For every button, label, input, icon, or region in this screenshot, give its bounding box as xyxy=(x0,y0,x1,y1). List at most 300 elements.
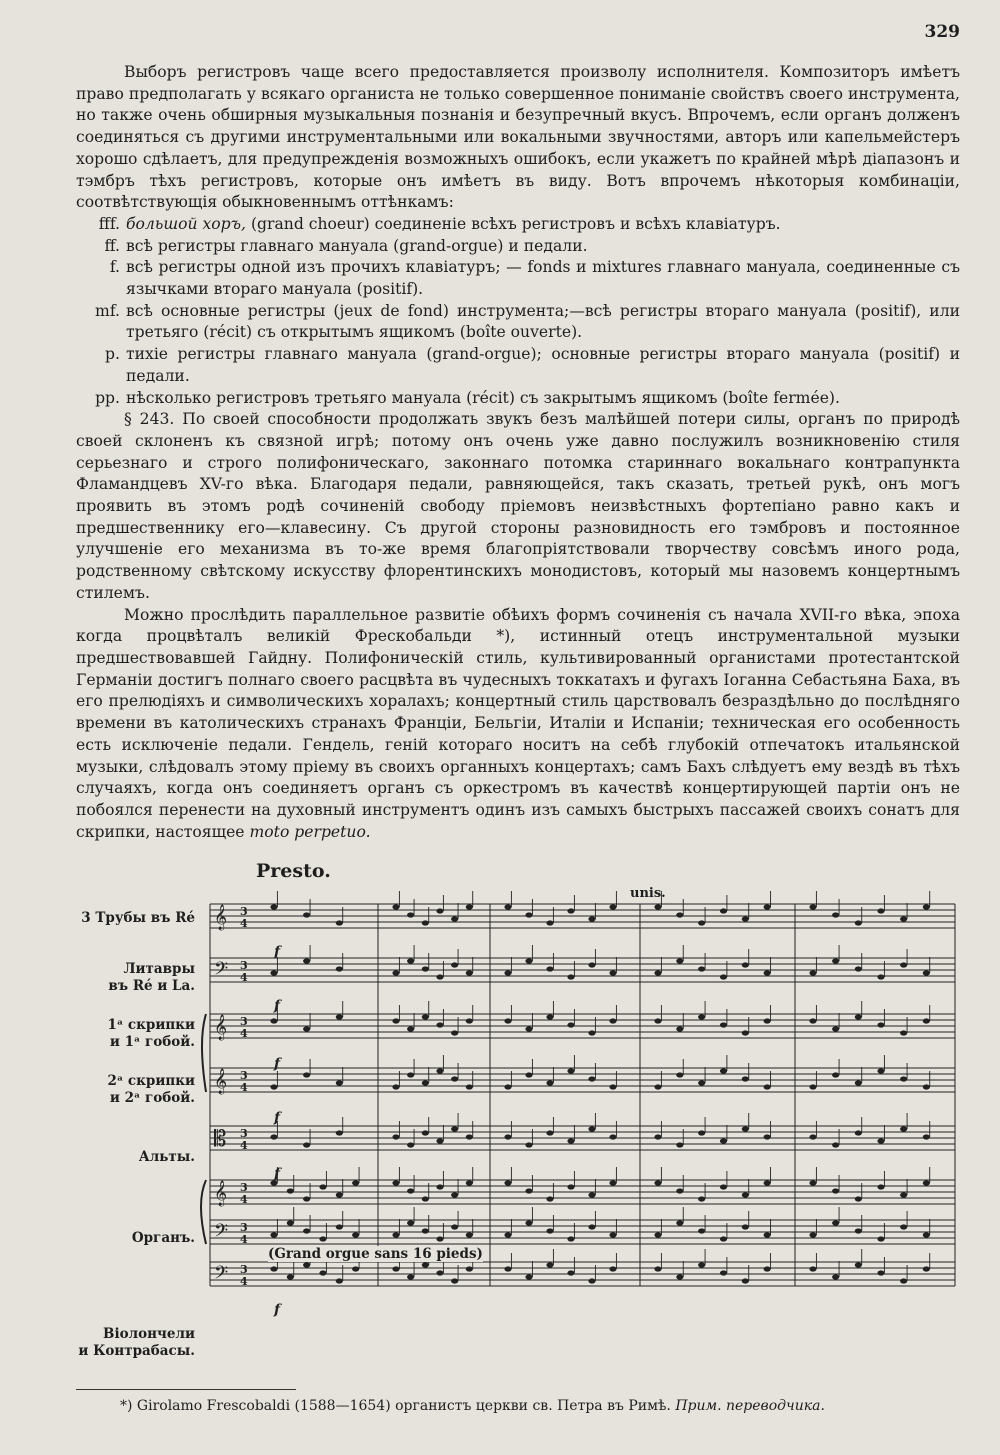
instrument-label-line: въ Ré и La. xyxy=(108,978,195,994)
note-head xyxy=(742,1030,749,1035)
time-signature: 4 xyxy=(240,1027,248,1040)
note-head xyxy=(392,1084,399,1089)
note-head xyxy=(336,1278,343,1283)
note-head xyxy=(451,1278,458,1283)
note-head xyxy=(855,1196,862,1201)
note-head xyxy=(698,1080,705,1085)
clef-symbol: 𝄞 xyxy=(214,905,228,930)
time-signature: 3 xyxy=(240,1015,248,1028)
note-head xyxy=(832,1220,839,1225)
note-head xyxy=(352,1232,359,1237)
footnote xyxy=(120,1398,825,1414)
note-head xyxy=(698,1130,705,1135)
note-head xyxy=(436,908,443,913)
note-head xyxy=(567,1138,574,1143)
note-head xyxy=(336,966,343,971)
note-head xyxy=(832,1142,839,1147)
paragraph-frescobaldi xyxy=(76,605,960,844)
note-head xyxy=(654,1018,661,1023)
note-head xyxy=(588,1076,595,1081)
note-head xyxy=(567,1184,574,1189)
time-signature: 4 xyxy=(240,1275,248,1288)
note-head xyxy=(720,1184,727,1189)
registration-italic: большой хоръ, xyxy=(126,214,246,233)
note-head xyxy=(609,904,616,909)
note-head xyxy=(588,962,595,967)
note-head xyxy=(764,1084,771,1089)
dynamic-forte: f xyxy=(274,1302,281,1318)
note-head xyxy=(504,970,511,975)
note-head xyxy=(466,1018,473,1023)
note-head xyxy=(546,1196,553,1201)
dynamic-mark: p. xyxy=(105,345,120,364)
note-head xyxy=(720,974,727,979)
note-head xyxy=(588,1030,595,1035)
note-head xyxy=(742,1076,749,1081)
time-signature: 3 xyxy=(240,1263,248,1276)
note-head xyxy=(319,1184,326,1189)
time-signature: 3 xyxy=(240,1069,248,1082)
note-head xyxy=(287,1188,294,1193)
time-signature: 3 xyxy=(240,959,248,972)
note-head xyxy=(336,1080,343,1085)
registration-text: нѣсколько регистровъ третьяго мануала (récit) съ закрытымъ ящикомъ (boîte fermée). xyxy=(126,388,840,407)
note-head xyxy=(809,970,816,975)
time-signature: 3 xyxy=(240,905,248,918)
note-head xyxy=(720,1236,727,1241)
dynamic-forte: f xyxy=(274,1166,281,1182)
note-head xyxy=(504,1084,511,1089)
time-signature: 4 xyxy=(240,1139,248,1152)
note-head xyxy=(609,1134,616,1139)
dynamic-mark: ff. xyxy=(104,236,120,255)
note-head xyxy=(609,1266,616,1271)
note-head xyxy=(742,1126,749,1131)
note-head xyxy=(900,1278,907,1283)
note-head xyxy=(270,970,277,975)
note-head xyxy=(676,1142,683,1147)
note-head xyxy=(407,912,414,917)
registration-item xyxy=(76,214,960,236)
note-head xyxy=(466,970,473,975)
note-head xyxy=(764,1266,771,1271)
note-head xyxy=(832,1072,839,1077)
time-signature: 4 xyxy=(240,971,248,984)
note-head xyxy=(809,1084,816,1089)
note-head xyxy=(720,1138,727,1143)
registration-desc xyxy=(126,214,960,236)
instrument-label-line: и 2ᵃ гобой. xyxy=(109,1090,195,1106)
time-signature: 4 xyxy=(240,1233,248,1246)
note-head xyxy=(676,1026,683,1031)
note-head xyxy=(352,1180,359,1185)
note-head xyxy=(303,1026,310,1031)
note-head xyxy=(436,1068,443,1073)
note-head xyxy=(654,1084,661,1089)
note-head xyxy=(877,1236,884,1241)
clef-symbol: 𝄢 xyxy=(214,959,229,984)
note-head xyxy=(567,974,574,979)
registration-item xyxy=(76,301,960,344)
note-head xyxy=(303,958,310,963)
note-head xyxy=(855,920,862,925)
note-head xyxy=(654,1266,661,1271)
registration-item xyxy=(76,236,960,258)
note-head xyxy=(422,1196,429,1201)
note-head xyxy=(654,1180,661,1185)
note-head xyxy=(336,1014,343,1019)
body-text xyxy=(76,62,960,843)
note-head xyxy=(923,1232,930,1237)
note-head xyxy=(407,1188,414,1193)
organ-registration-marking: (Grand orgue sans 16 pieds) xyxy=(268,1246,483,1262)
note-head xyxy=(303,1196,310,1201)
note-head xyxy=(654,904,661,909)
note-head xyxy=(270,1134,277,1139)
instrument-label-line: Альты. xyxy=(138,1149,195,1165)
note-head xyxy=(504,1134,511,1139)
instrument-label-line: и Контрабасы. xyxy=(78,1343,195,1359)
note-head xyxy=(764,1134,771,1139)
note-head xyxy=(436,1138,443,1143)
note-head xyxy=(676,912,683,917)
note-head xyxy=(336,1130,343,1135)
note-head xyxy=(832,1188,839,1193)
instrument-label-line: Органъ. xyxy=(131,1230,195,1246)
registration-text: тихіе регистры главнаго мануала (grand-orgue); основные регистры втораго мануала (positif) и педали. xyxy=(126,345,960,385)
note-head xyxy=(877,974,884,979)
note-head xyxy=(451,962,458,967)
note-head xyxy=(392,970,399,975)
note-head xyxy=(654,1232,661,1237)
note-head xyxy=(466,1266,473,1271)
note-head xyxy=(392,904,399,909)
footnote-text: *) Girolamo Frescobaldi (1588—1654) органистъ церкви св. Петра въ Римѣ. xyxy=(120,1398,676,1414)
footnote-translator-note: Прим. переводчика. xyxy=(675,1398,825,1414)
note-head xyxy=(900,1224,907,1229)
dynamic-forte: f xyxy=(274,998,281,1014)
clef-symbol: 𝄞 xyxy=(214,1069,228,1094)
note-head xyxy=(336,920,343,925)
note-head xyxy=(809,904,816,909)
note-head xyxy=(923,904,930,909)
registration-text: всѣ регистры главнаго мануала (grand-orgue) и педали. xyxy=(126,236,588,255)
note-head xyxy=(923,1134,930,1139)
note-head xyxy=(720,1068,727,1073)
note-head xyxy=(336,1192,343,1197)
note-head xyxy=(392,1134,399,1139)
note-head xyxy=(287,1274,294,1279)
note-head xyxy=(764,904,771,909)
note-head xyxy=(466,904,473,909)
note-head xyxy=(742,1224,749,1229)
note-head xyxy=(303,912,310,917)
note-head xyxy=(877,908,884,913)
clef-symbol: 𝄡 xyxy=(214,1127,227,1152)
note-head xyxy=(546,1262,553,1267)
note-head xyxy=(742,1278,749,1283)
note-head xyxy=(525,958,532,963)
score-staves xyxy=(60,890,960,1318)
note-head xyxy=(336,1224,343,1229)
note-head xyxy=(900,1126,907,1131)
note-head xyxy=(809,1232,816,1237)
note-head xyxy=(436,1270,443,1275)
note-head xyxy=(422,1014,429,1019)
note-head xyxy=(720,1022,727,1027)
registration-item xyxy=(76,388,960,410)
note-head xyxy=(832,1026,839,1031)
note-head xyxy=(609,1180,616,1185)
note-head xyxy=(525,1274,532,1279)
dynamic-mark: f. xyxy=(109,258,120,277)
note-head xyxy=(504,1266,511,1271)
note-head xyxy=(422,1262,429,1267)
note-head xyxy=(436,1022,443,1027)
note-head xyxy=(676,958,683,963)
note-head xyxy=(270,1232,277,1237)
note-head xyxy=(809,1134,816,1139)
dynamic-mark: fff. xyxy=(98,214,120,233)
note-head xyxy=(809,1180,816,1185)
note-head xyxy=(923,1084,930,1089)
registration-item xyxy=(76,344,960,387)
note-head xyxy=(923,1266,930,1271)
time-signature: 3 xyxy=(240,1127,248,1140)
note-head xyxy=(698,1014,705,1019)
note-head xyxy=(567,1022,574,1027)
note-head xyxy=(422,966,429,971)
note-head xyxy=(287,1220,294,1225)
registration-item xyxy=(76,257,960,300)
note-head xyxy=(546,966,553,971)
note-head xyxy=(877,1022,884,1027)
instrument-label-line: Віолончели xyxy=(103,1326,195,1342)
note-head xyxy=(422,1080,429,1085)
note-head xyxy=(303,1072,310,1077)
note-head xyxy=(588,1192,595,1197)
note-head xyxy=(407,1072,414,1077)
instrument-label-cellos-basses xyxy=(60,1326,195,1360)
note-head xyxy=(303,1142,310,1147)
note-head xyxy=(504,904,511,909)
note-head xyxy=(422,920,429,925)
note-head xyxy=(466,1084,473,1089)
note-head xyxy=(855,1014,862,1019)
dynamic-mark: mf. xyxy=(95,301,120,320)
note-head xyxy=(525,1072,532,1077)
time-signature: 3 xyxy=(240,1221,248,1234)
clef-symbol: 𝄢 xyxy=(214,1263,229,1288)
note-head xyxy=(698,1196,705,1201)
note-head xyxy=(609,970,616,975)
note-head xyxy=(451,1076,458,1081)
note-head xyxy=(451,1192,458,1197)
note-head xyxy=(923,970,930,975)
note-head xyxy=(546,920,553,925)
note-head xyxy=(877,1138,884,1143)
note-head xyxy=(676,1274,683,1279)
note-head xyxy=(407,1220,414,1225)
note-head xyxy=(855,1130,862,1135)
footnote-divider xyxy=(76,1389,296,1390)
note-head xyxy=(900,1192,907,1197)
note-head xyxy=(676,1072,683,1077)
music-score-example xyxy=(60,860,960,1359)
note-head xyxy=(609,1232,616,1237)
page-number: 329 xyxy=(924,22,960,42)
note-head xyxy=(546,1228,553,1233)
note-head xyxy=(855,966,862,971)
clef-symbol: 𝄢 xyxy=(214,1221,229,1246)
note-head xyxy=(877,1184,884,1189)
note-head xyxy=(303,1228,310,1233)
brace xyxy=(202,1014,206,1092)
note-head xyxy=(392,1266,399,1271)
note-head xyxy=(764,1180,771,1185)
note-head xyxy=(407,1026,414,1031)
note-head xyxy=(609,1018,616,1023)
note-head xyxy=(319,1270,326,1275)
note-head xyxy=(451,1030,458,1035)
time-signature: 4 xyxy=(240,917,248,930)
note-head xyxy=(764,1018,771,1023)
note-head xyxy=(609,1084,616,1089)
instrument-label-line: Литавры xyxy=(123,961,195,977)
note-head xyxy=(270,904,277,909)
note-head xyxy=(698,1228,705,1233)
note-head xyxy=(877,1068,884,1073)
note-head xyxy=(504,1018,511,1023)
paragraph-section-243: § 243. По своей способности продолжать звукъ безъ малѣйшей потери силы, органъ по природѣ своей склоненъ къ связной игрѣ; потому онъ очень уже давно послужилъ возникновенію стиля серьезнаго и строго полифоническаго, законнаго потомка стариннаго вокальнаго контрапункта Фламандцевъ XV-го вѣка. Благодаря педали, равняющейся, такъ сказать, третьей рукѣ, онъ могъ проявить въ этомъ родѣ сочиненій свободу пріемовъ неизвѣстныхъ фортепіано равно какъ и предшественнику его—клавесину. Съ другой стороны разновидность его тэмбровъ и постоянное улучшеніе его механизма въ то-же время благопріятствовали творчеству совсѣмъ иного рода, родственному свѣтскому искусству флорентинскихъ монодистовъ, который мы назовемъ концертнымъ стилемъ. xyxy=(76,410,960,602)
note-head xyxy=(546,1080,553,1085)
note-head xyxy=(392,1232,399,1237)
note-head xyxy=(352,1266,359,1271)
note-head xyxy=(720,1270,727,1275)
note-head xyxy=(270,1018,277,1023)
note-head xyxy=(855,1262,862,1267)
paragraph-registration-intro: Выборъ регистровъ чаще всего предоставляется произволу исполнителя. Композиторъ имѣетъ право предполагать у всякаго органиста не только совершенное пониманіе свойствъ своего инструмента, но также очень обширныя музыкальныя познанія и безупречный вкусъ. Впрочемъ, если органъ долженъ соединяться съ другими инструментальными или вокальными звучностями, авторъ или капельмейстеръ хорошо сдѣлаетъ, для предупрежденія возможныхъ ошибокъ, если укажетъ по крайней мѣрѣ діапазонъ и тэмбръ тѣхъ регистровъ, которые онъ имѣетъ въ виду. Вотъ впрочемъ нѣкоторыя комбинаціи, соотвѣтствующія обыкновеннымъ оттѣнкамъ: xyxy=(76,63,960,212)
note-head xyxy=(466,1232,473,1237)
instrument-label-line: и 1ᵃ гобой. xyxy=(109,1034,195,1050)
note-head xyxy=(407,1142,414,1147)
note-head xyxy=(832,912,839,917)
note-head xyxy=(676,1188,683,1193)
note-head xyxy=(504,1180,511,1185)
note-head xyxy=(436,1184,443,1189)
dynamic-forte: f xyxy=(274,1056,281,1072)
note-head xyxy=(742,962,749,967)
note-head xyxy=(742,916,749,921)
note-head xyxy=(855,1228,862,1233)
note-head xyxy=(832,958,839,963)
moto-perpetuo: moto perpetuo. xyxy=(249,822,371,841)
note-head xyxy=(923,1180,930,1185)
note-head xyxy=(466,1134,473,1139)
note-head xyxy=(764,970,771,975)
note-head xyxy=(654,1134,661,1139)
note-head xyxy=(588,1278,595,1283)
note-head xyxy=(422,1228,429,1233)
note-head xyxy=(654,970,661,975)
note-head xyxy=(567,1270,574,1275)
paragraph-frescobaldi-text: Можно прослѣдить параллельное развитіе обѣихъ формъ сочиненія съ начала XVII-го вѣка, эпоха когда процвѣталъ великій Фрескобальди *), истинный отецъ инструментальной музыки предшествовавшей Гайдну. Полифоническій стиль, культивированный органистами протестантской Германіи достигъ полнаго своего расцвѣта въ чудесныхъ токкатахъ и фугахъ Іоганна Себастьяна Баха, въ его прелюдіяхъ и символическихъ хоралахъ; концертный стиль царствовалъ безраздѣльно до послѣдняго времени въ католическихъ странахъ Франціи, Бельгіи, Италіи и Испаніи; техническая его особенность есть исключеніе педали. Гендель, геній котораго носитъ на себѣ глубокій отпечатокъ итальянской музыки, слѣдовалъ этому пріему въ своихъ органныхъ концертахъ; самъ Бахъ слѣдуетъ ему вездѣ въ тѣхъ случаяхъ, когда онъ соединяетъ органъ съ оркестромъ въ качествѣ концертирующей партіи онъ не побоялся перенести на духовный инструментъ одинъ изъ самыхъ быстрыхъ пассажей своихъ сонатъ для скрипки, настоящее xyxy=(76,605,960,841)
instrument-label-line: 1ᵃ скрипки xyxy=(107,1017,195,1033)
note-head xyxy=(466,1180,473,1185)
note-head xyxy=(588,1224,595,1229)
time-signature: 4 xyxy=(240,1193,248,1206)
note-head xyxy=(698,1262,705,1267)
note-head xyxy=(546,1130,553,1135)
instrument-label-line: 3 Трубы въ Ré xyxy=(81,910,195,926)
note-head xyxy=(832,1274,839,1279)
time-signature: 3 xyxy=(240,1181,248,1194)
note-head xyxy=(676,1220,683,1225)
tempo-marking: Presto. xyxy=(256,860,331,882)
note-head xyxy=(809,1018,816,1023)
note-head xyxy=(303,1262,310,1267)
note-head xyxy=(451,1126,458,1131)
note-head xyxy=(900,1076,907,1081)
note-head xyxy=(900,1030,907,1035)
note-head xyxy=(567,1068,574,1073)
registration-text: всѣ основные регистры (jeux de fond) инструмента;—всѣ регистры втораго мануала (positif), или третьяго (récit) съ открытымъ ящикомъ (boîte ouverte). xyxy=(126,301,960,342)
note-head xyxy=(319,1236,326,1241)
note-head xyxy=(720,908,727,913)
note-head xyxy=(809,1266,816,1271)
note-head xyxy=(588,916,595,921)
note-head xyxy=(567,908,574,913)
clef-symbol: 𝄞 xyxy=(214,1015,228,1040)
dynamic-forte: f xyxy=(274,1110,281,1126)
note-head xyxy=(451,1224,458,1229)
dynamic-forte: f xyxy=(274,944,281,960)
note-head xyxy=(698,920,705,925)
registration-text: всѣ регистры одной изъ прочихъ клавіатуръ; — fonds и mixtures главнаго мануала, соединенные съ язычками втораго мануала (positif). xyxy=(126,258,960,299)
time-signature: 4 xyxy=(240,1081,248,1094)
registration-text: (grand choeur) соединеніе всѣхъ регистровъ и всѣхъ клавіатуръ. xyxy=(246,214,781,233)
note-head xyxy=(270,1084,277,1089)
brace xyxy=(201,1180,206,1244)
note-head xyxy=(900,916,907,921)
note-head xyxy=(567,1236,574,1241)
note-head xyxy=(451,916,458,921)
note-head xyxy=(392,1180,399,1185)
note-head xyxy=(407,958,414,963)
note-head xyxy=(436,974,443,979)
note-head xyxy=(588,1126,595,1131)
note-head xyxy=(422,1130,429,1135)
note-head xyxy=(742,1192,749,1197)
note-head xyxy=(525,1188,532,1193)
note-head xyxy=(436,1236,443,1241)
note-head xyxy=(525,912,532,917)
note-head xyxy=(504,1232,511,1237)
note-head xyxy=(698,966,705,971)
note-head xyxy=(270,1266,277,1271)
note-head xyxy=(392,1018,399,1023)
note-head xyxy=(877,1270,884,1275)
registration-list xyxy=(76,214,960,409)
dynamic-mark: pp. xyxy=(95,388,120,407)
note-head xyxy=(923,1018,930,1023)
note-head xyxy=(900,962,907,967)
note-head xyxy=(525,1142,532,1147)
clef-symbol: 𝄞 xyxy=(214,1181,228,1206)
note-head xyxy=(525,1026,532,1031)
note-head xyxy=(407,1274,414,1279)
note-head xyxy=(546,1014,553,1019)
